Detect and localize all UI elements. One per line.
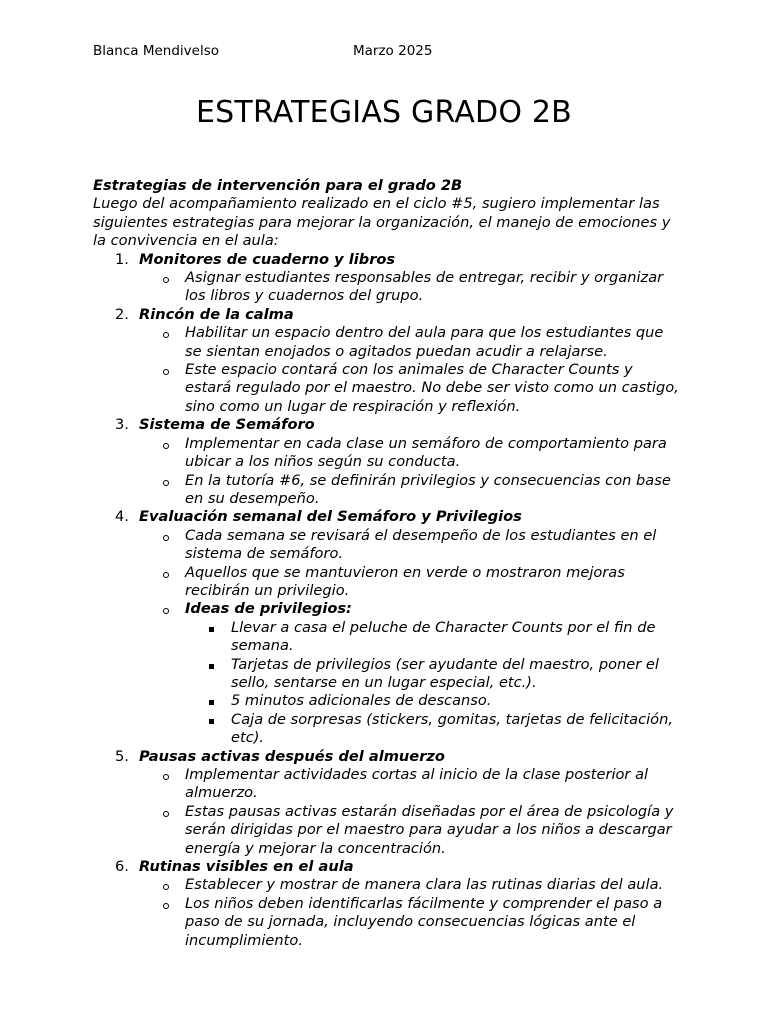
square-bullet-icon	[209, 719, 214, 724]
point-text: Este espacio contará con los animales de Character Counts y estará regulado por el maestro. No debe ser visto como un castigo, sino como un lugar de respiración y reflexión.	[185, 361, 679, 415]
strategy-item-5	[93, 748, 683, 858]
strategy-point	[139, 435, 683, 472]
square-bullet-icon	[209, 627, 214, 632]
point-text: Implementar actividades cortas al inicio de la clase posterior al almuerzo.	[185, 766, 649, 802]
strategy-title: Sistema de Semáforo	[139, 416, 315, 434]
strategy-title: Monitores de cuaderno y libros	[139, 250, 396, 268]
strategy-item-2	[93, 306, 683, 416]
strategy-item-3	[93, 416, 683, 508]
strategy-title: Rincón de la calma	[139, 305, 294, 323]
point-text: Cada semana se revisará el desempeño de los estudiantes en el sistema de semáforo.	[185, 526, 657, 563]
strategy-number: 1.	[115, 250, 129, 268]
point-text: Aquellos que se mantuvieron en verde o mostraron mejoras recibirán un privilegio.	[185, 563, 625, 599]
circle-bullet-icon	[163, 535, 169, 541]
privileges-ideas	[139, 600, 683, 747]
privilege-item	[185, 656, 683, 693]
circle-bullet-icon	[163, 774, 169, 780]
strategy-number: 4.	[115, 508, 129, 526]
circle-bullet-icon	[163, 480, 169, 486]
strategies-list	[93, 251, 683, 950]
circle-bullet-icon	[163, 903, 169, 909]
intro-paragraph: Luego del acompañamiento realizado en el ciclo #5, sugiero implementar las siguientes estrategias para mejorar la organización, el manejo de emociones y la convivencia en el aula:	[93, 195, 671, 250]
point-text: Establecer y mostrar de manera clara las rutinas diarias del aula.	[185, 876, 664, 894]
privilege-item	[185, 619, 683, 656]
strategy-points	[139, 269, 683, 306]
author-name: Blanca Mendivelso	[93, 43, 219, 59]
strategy-item-6	[93, 858, 683, 950]
privileges-list	[185, 619, 683, 748]
document-date: Marzo 2025	[353, 43, 433, 59]
strategy-number: 5.	[115, 747, 129, 765]
strategy-point	[139, 324, 683, 361]
point-text: En la tutoría #6, se definirán privilegios y consecuencias con base en su desempeño.	[185, 471, 671, 507]
strategy-point	[139, 472, 683, 509]
strategy-title: Rutinas visibles en el aula	[139, 858, 354, 876]
strategy-number: 6.	[115, 858, 129, 876]
circle-bullet-icon	[163, 332, 169, 338]
strategy-point	[139, 803, 683, 858]
strategy-number: 2.	[115, 305, 129, 323]
strategy-point	[139, 527, 683, 564]
privilege-text: Tarjetas de privilegios (ser ayudante del maestro, poner el sello, sentarse en un lugar especial, etc.).	[231, 655, 659, 691]
privilege-text: Llevar a casa el peluche de Character Counts por el fin de semana.	[231, 618, 656, 655]
privilege-item	[185, 692, 683, 710]
circle-bullet-icon	[163, 811, 169, 817]
strategy-point	[139, 766, 683, 803]
strategy-number: 3.	[115, 416, 129, 434]
strategy-item-1	[93, 251, 683, 306]
privilege-text: Caja de sorpresas (stickers, gomitas, tarjetas de felicitación, etc).	[231, 710, 673, 747]
point-text: Asignar estudiantes responsables de entregar, recibir y organizar los libros y cuadernos del grupo.	[185, 269, 664, 305]
strategy-points	[139, 435, 683, 509]
strategy-point	[139, 564, 683, 601]
strategy-points	[139, 324, 683, 416]
point-text: Los niños deben identificarlas fácilmente y comprender el paso a paso de su jornada, incluyendo consecuencias lógicas ante el incumplimiento.	[185, 894, 663, 949]
circle-bullet-icon	[163, 608, 169, 614]
strategy-point	[139, 361, 683, 416]
circle-bullet-icon	[163, 277, 169, 283]
document-body	[93, 177, 683, 950]
strategy-points	[139, 766, 683, 858]
square-bullet-icon	[209, 700, 214, 705]
circle-bullet-icon	[163, 369, 169, 375]
privilege-item	[185, 711, 683, 748]
privileges-ideas-heading: Ideas de privilegios:	[185, 600, 352, 618]
document-title: ESTRATEGIAS GRADO 2B	[196, 95, 572, 130]
point-text: Implementar en cada clase un semáforo de comportamiento para ubicar a los niños según su conducta.	[185, 434, 667, 471]
privilege-text: 5 minutos adicionales de descanso.	[231, 692, 492, 710]
point-text: Habilitar un espacio dentro del aula para que los estudiantes que se sientan enojados o agitados puedan acudir a relajarse.	[185, 324, 664, 360]
square-bullet-icon	[209, 664, 214, 669]
strategy-point	[139, 895, 683, 950]
point-text: Estas pausas activas estarán diseñadas por el área de psicología y serán dirigidas por el maestro para ayudar a los niños a descargar energía y mejorar la concentración.	[185, 802, 674, 857]
strategy-title: Evaluación semanal del Semáforo y Privilegios	[139, 508, 522, 526]
strategy-points	[139, 876, 683, 950]
strategy-points	[139, 527, 683, 748]
strategy-point	[139, 876, 683, 894]
strategy-item-4	[93, 508, 683, 747]
strategy-point	[139, 269, 683, 306]
circle-bullet-icon	[163, 884, 169, 890]
strategy-title: Pausas activas después del almuerzo	[139, 747, 445, 765]
circle-bullet-icon	[163, 443, 169, 449]
section-heading: Estrategias de intervención para el grado 2B	[93, 177, 463, 194]
circle-bullet-icon	[163, 572, 169, 578]
